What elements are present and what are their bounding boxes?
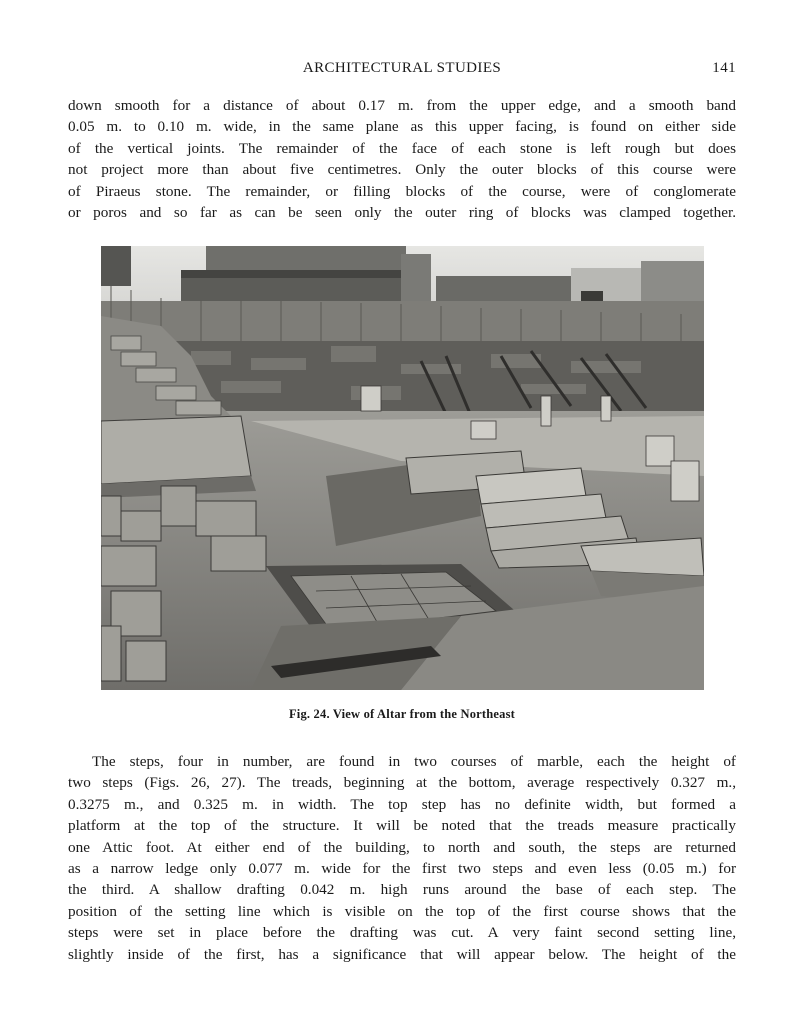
- figure-caption: Fig. 24. View of Altar from the Northeast: [288, 707, 516, 721]
- text-line: slightly inside of the first, has a significance that will appear below. The height of the: [68, 945, 736, 963]
- text-line: of the vertical joints. The remainder of the face of each stone is left rough but does: [68, 139, 736, 157]
- text-line: one Attic foot. At either end of the building, to north and south, the steps are returned: [68, 838, 736, 856]
- text-line: two steps (Figs. 26, 27). The treads, beginning at the bottom, average respectively 0.327 m.,: [68, 774, 736, 792]
- text-line: as a narrow ledge only 0.077 m. wide for the first two steps and even less (0.05 m.) for: [68, 860, 736, 878]
- text-line: of Piraeus stone. The remainder, or filling blocks of the course, were of conglomerate: [68, 182, 736, 200]
- text-line: not project more than about five centimetres. Only the outer blocks of this course were: [68, 161, 736, 179]
- text-line: 0.05 m. to 0.10 m. wide, in the same plane as this upper facing, is found on either side: [68, 118, 736, 136]
- text-line: steps were set in place before the drafting was cut. A very faint second setting line,: [68, 924, 736, 942]
- text-line: down smooth for a distance of about 0.17 m. from the upper edge, and a smooth band: [68, 97, 736, 114]
- running-title: ARCHITECTURAL STUDIES: [302, 60, 502, 76]
- text-line: or poros and so far as can be seen only the outer ring of blocks was clamped together.: [68, 204, 736, 222]
- text-line: platform at the top of the structure. It will be noted that the treads measure practically: [68, 817, 736, 835]
- text-line: position of the setting line which is visible on the top of the first course shows that the: [68, 902, 736, 920]
- text-line: the third. A shallow drafting 0.042 m. high runs around the base of each step. The: [68, 881, 736, 899]
- paragraph-1: [68, 95, 736, 223]
- paragraph-2: [68, 751, 736, 965]
- text-line: 0.3275 m., and 0.325 m. in width. The top step has no definite width, but formed a: [68, 795, 736, 813]
- altar-photograph: [101, 246, 704, 690]
- page-number: 141: [712, 60, 736, 76]
- running-header: [68, 58, 736, 82]
- text-line: The steps, four in number, are found in two courses of marble, each the height of: [92, 753, 736, 770]
